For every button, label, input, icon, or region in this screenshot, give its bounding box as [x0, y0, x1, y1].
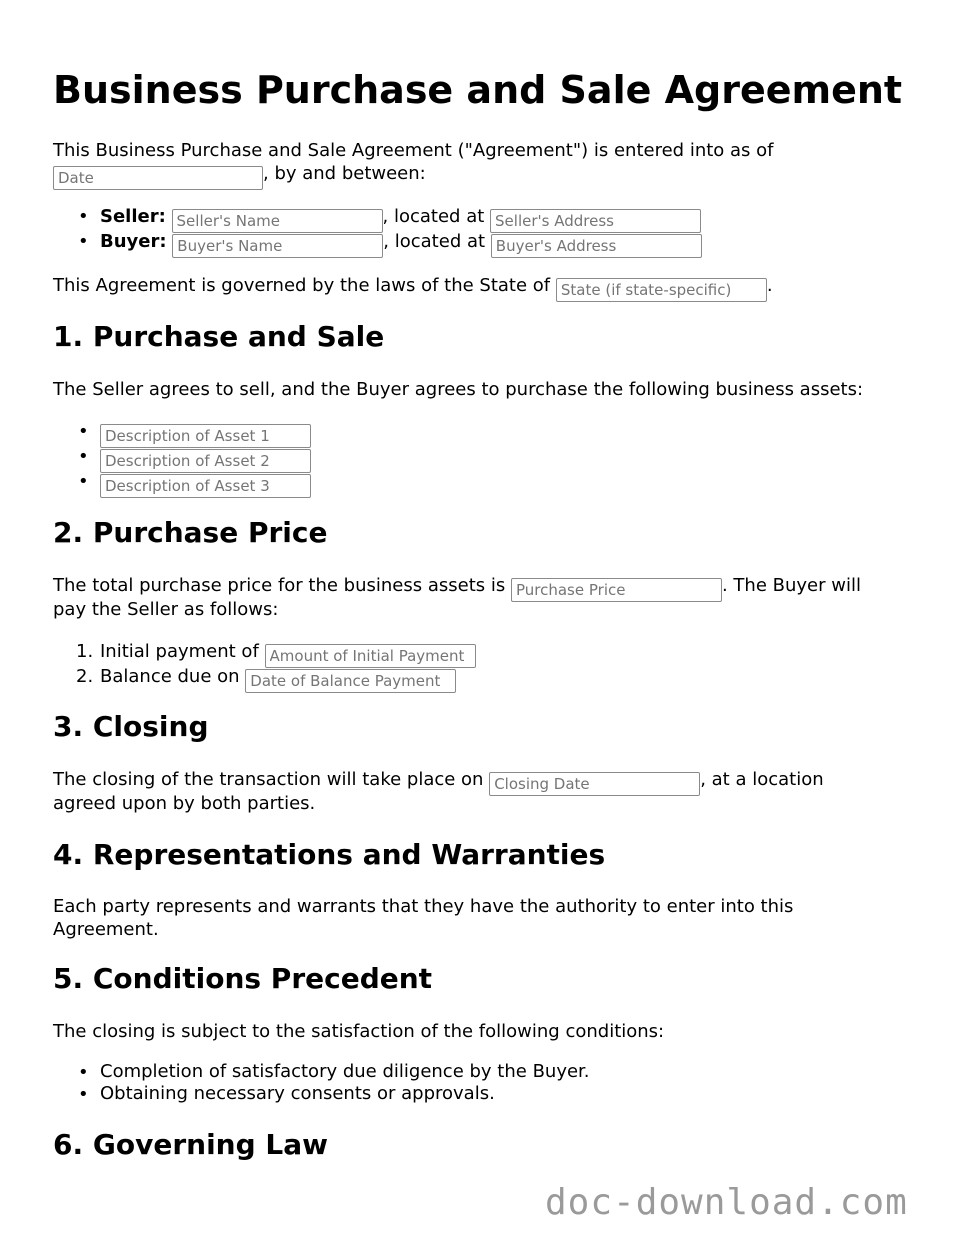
bullet: •	[78, 421, 89, 442]
purchase-price-input[interactable]	[511, 578, 722, 602]
party-buyer	[100, 229, 702, 258]
list-number: 2.	[76, 666, 94, 687]
bullet: •	[78, 446, 89, 467]
price-text: The total purchase price for the business assets is	[53, 575, 506, 596]
intro-line-1	[53, 138, 774, 163]
intro-text-after: , by and between:	[263, 163, 426, 184]
closing-text: The closing of the transaction will take place on	[53, 769, 484, 790]
payment-text: Balance due on	[100, 666, 240, 687]
payment-item	[100, 664, 456, 693]
section-1-heading: 1. Purchase and Sale	[53, 320, 385, 353]
price-line-2: pay the Seller as follows:	[53, 599, 279, 620]
governing-line	[53, 273, 773, 302]
buyer-address-input[interactable]	[491, 234, 702, 258]
section-2-heading: 2. Purchase Price	[53, 516, 328, 549]
asset-item	[100, 469, 311, 498]
bullet: •	[78, 231, 89, 252]
watermark: doc-download.com	[545, 1182, 908, 1223]
seller-label: Seller:	[100, 206, 166, 227]
bullet: •	[78, 471, 89, 492]
bullet: •	[78, 206, 89, 227]
list-number: 1.	[76, 641, 94, 662]
governing-text: This Agreement is governed by the laws of the State of	[53, 275, 551, 296]
balance-date-input[interactable]	[245, 669, 456, 693]
document-title: Business Purchase and Sale Agreement	[53, 68, 903, 112]
condition-item: Obtaining necessary consents or approvals.	[100, 1083, 495, 1104]
payment-text: Initial payment of	[100, 641, 259, 662]
section-3-heading: 3. Closing	[53, 710, 209, 743]
governing-text-after: .	[766, 275, 773, 296]
state-input[interactable]	[556, 278, 767, 302]
bullet: •	[78, 1062, 89, 1083]
condition-item: Completion of satisfactory due diligence by the Buyer.	[100, 1061, 590, 1082]
closing-line-2: agreed upon by both parties.	[53, 793, 316, 814]
date-input[interactable]	[53, 166, 263, 190]
located-text: , located at	[382, 206, 485, 227]
intro-text: This Business Purchase and Sale Agreement ("Agreement") is entered into as of	[53, 140, 774, 161]
price-text-after: . The Buyer will	[721, 575, 861, 596]
section-6-heading: 6. Governing Law	[53, 1128, 328, 1161]
located-text: , located at	[383, 231, 486, 252]
section-1-text: The Seller agrees to sell, and the Buyer agrees to purchase the following business assets:	[53, 379, 864, 400]
intro-line-2	[53, 161, 426, 190]
section-5-heading: 5. Conditions Precedent	[53, 962, 433, 995]
closing-date-input[interactable]	[489, 772, 700, 796]
section-5-text: The closing is subject to the satisfaction of the following conditions:	[53, 1021, 665, 1042]
section-4-text: Each party represents and warrants that they have the authority to enter into this Agreement.	[53, 896, 794, 940]
buyer-name-input[interactable]	[172, 234, 383, 258]
buyer-label: Buyer:	[100, 231, 167, 252]
bullet: •	[78, 1084, 89, 1105]
asset-3-input[interactable]	[100, 474, 311, 498]
closing-text-after: , at a location	[700, 769, 824, 790]
section-4-heading: 4. Representations and Warranties	[53, 838, 606, 871]
